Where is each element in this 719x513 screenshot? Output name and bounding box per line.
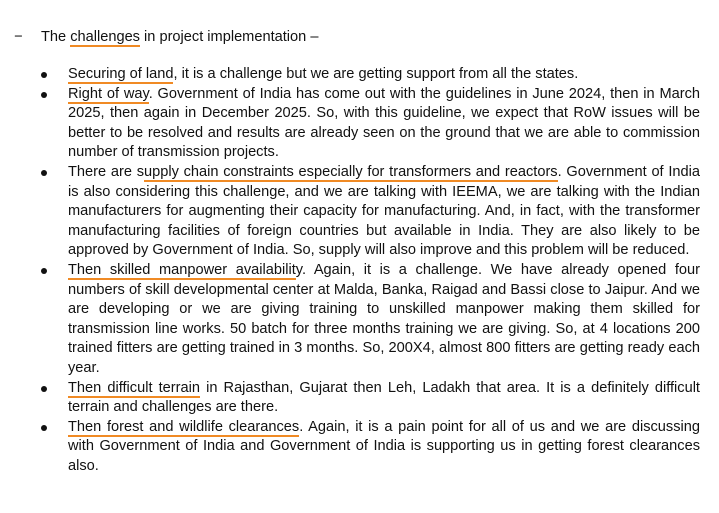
list-item <box>0 379 719 418</box>
heading-suffix: in project implementation – <box>139 29 319 45</box>
item-text: . Government of India has come out with the guidelines in June 2024, then in March 2025, then again in December 2025. So, with this guideline, we expect that RoW issues will be better to be resolved and results are already seen on the ground that we are able to commission number of transmission projects. <box>68 85 700 161</box>
heading-highlight: challenges <box>70 29 140 45</box>
list-item <box>0 261 719 379</box>
bullet-dot-icon <box>41 386 47 392</box>
item-highlight: Then skilled manpower availabilit <box>68 261 296 278</box>
item-prefix: There are s <box>68 163 144 180</box>
section-heading <box>14 27 318 47</box>
item-text: . Government of India is also considering this challenge, and we are talking with IEEMA, we are talking with the Indian manufacturers for augmenting their capacity for manufacturing. And, in fact, with the transformer manufacturing facilities of foreign countries but available in India. They are also likely to be approved by Government of India. So, supply will also improve and this problem will be reduced. <box>68 163 701 259</box>
bullet-dot-icon <box>41 268 47 274</box>
list-item <box>0 85 719 163</box>
dash-marker: − <box>14 29 23 45</box>
item-text: in Rajasthan, Gujarat then Leh, Ladakh that area. It is a definitely difficult terrain and challenges are there. <box>68 379 700 416</box>
item-highlight: Right of way <box>68 85 149 102</box>
list-item <box>0 163 719 261</box>
list-item <box>0 65 719 85</box>
bullet-dot-icon <box>41 170 47 176</box>
list-item <box>0 418 719 477</box>
item-highlight: Securing of land <box>68 66 174 82</box>
item-text: . Again, it is a pain point for all of us and we are discussing with Government of India and Government of India is supporting us in getting forest clearances also. <box>68 418 700 474</box>
item-text: , it is a challenge but we are getting support from all the states. <box>173 66 579 82</box>
heading-prefix: The <box>41 29 71 45</box>
item-highlight: upply chain constraints especially for transformers and reactors <box>144 163 558 180</box>
bullet-dot-icon <box>41 425 47 431</box>
item-text: y. Again, it is a challenge. We have already opened four numbers of skill developmental center at Malda, Banka, Raigad and Bassi close to Jaipur. And we are developing or we are giving training to unskilled manpower making them skilled for transmission line works. 50 batch for three months training we are giving. So, at 4 locations 200 trained fitters are getting trained in 3 months. So, 200X4, almost 800 fitters are getting ready each year. <box>68 261 700 376</box>
bullet-dot-icon <box>41 72 47 78</box>
bullet-dot-icon <box>41 92 47 98</box>
challenges-list <box>0 65 719 476</box>
item-highlight: Then forest and wildlife clearances <box>68 418 300 435</box>
item-highlight: Then difficult terrain <box>68 379 200 396</box>
